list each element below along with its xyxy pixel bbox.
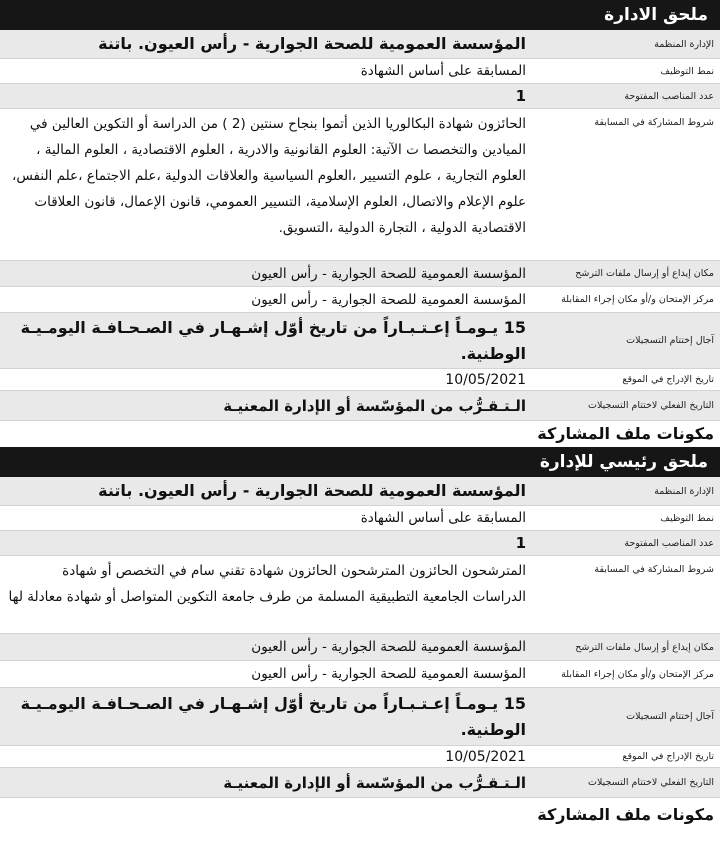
annex-section-2 — [0, 447, 720, 828]
row-value: الـتـقـرُّب من المؤسّسة أو الإدارة المعنيـة — [223, 773, 526, 792]
row-value: المؤسسة العمومية للصحة الجوارية - رأس العيون — [251, 265, 526, 282]
table-row — [0, 30, 720, 59]
table-row — [0, 531, 720, 556]
row-value: المسابقة على أساس الشهادة — [360, 63, 526, 79]
row-value: الحائزون شهادة البكالوريا الذين أتموا بنجاح سنتين (2 ) من الدراسة أو التكوين العالين في الميادين والتخصصا ت الآتية: العلوم القانونية والادرية ، العلوم الاقتصادية ، العلوم المالية ، العلوم التجارية ، علوم التسيير ،العلوم السياسية والعلاقات الدولية ،علم الاجتماع ،علم النفس، علوم الإعلام والاتصال، العلوم الإسلامية، التسيير العمومي، قانون الإعمال، قانون العلاقات الاقتصادية الدولية ، التجارة الدولية ،التسويق. — [11, 116, 526, 236]
table-row — [0, 84, 720, 109]
table-row — [0, 746, 720, 768]
row-label: التاريخ الفعلي لاختتام التسجيلات — [588, 777, 714, 788]
row-value: 15 يـومـاً إعـتـبـاراً من تاريخ أوّل إشـهـار في الصـحـافـة اليومـيـة الوطنية. — [20, 693, 526, 739]
row-label: التاريخ الفعلي لاختتام التسجيلات — [588, 400, 714, 411]
row-label: الإدارة المنظمة — [654, 38, 714, 50]
row-value: المترشحون الحائزون المترشحون الحائزون شهادة تقني سام في التخصص أو شهادة الدراسات الجامعية التطبيقية المسلمة من طرف جامعة التكوين المتواصل أو شهادة معادلة لها — [8, 563, 526, 605]
row-label: آجال إختتام التسجيلات — [626, 335, 714, 346]
table-row — [0, 634, 720, 661]
table-row — [0, 661, 720, 688]
table-row — [0, 506, 720, 531]
row-value: 1 — [515, 534, 526, 552]
row-label: نمط التوظيف — [660, 512, 714, 524]
row-value — [0, 746, 532, 767]
table-row — [0, 369, 720, 391]
section-title: ملحق الادارة — [0, 0, 720, 30]
table-row — [0, 477, 720, 506]
table-row — [0, 688, 720, 746]
row-value — [0, 369, 532, 390]
table-row — [0, 313, 720, 369]
row-label: شروط المشاركة في المسابقة — [594, 564, 714, 575]
row-label: عدد المناصب المفتوحة — [624, 90, 714, 102]
row-value: 1 — [515, 87, 526, 105]
row-label: مكان إيداع أو إرسال ملفات الترشح — [575, 641, 714, 653]
date-value: 10/05/2021 — [445, 371, 526, 388]
row-value: المؤسسة العمومية للصحة الجوارية - رأس العيون. باتنة — [98, 481, 526, 500]
row-label: مركز الإمتحان و/أو مكان إجراء المقابلة — [561, 294, 714, 305]
row-label: مركز الإمتحان و/أو مكان إجراء المقابلة — [561, 668, 714, 680]
row-value: 15 يـومـاً إعـتـبـاراً من تاريخ أوّل إشـهـار في الصـحـافـة اليومـيـة الوطنية. — [20, 317, 526, 363]
row-label: شروط المشاركة في المسابقة — [594, 117, 714, 128]
row-label: الإدارة المنظمة — [654, 485, 714, 497]
row-value: المؤسسة العمومية للصحة الجوارية - رأس العيون — [251, 639, 526, 655]
table-row — [0, 556, 720, 634]
row-value: المؤسسة العمومية للصحة الجوارية - رأس العيون — [251, 291, 526, 308]
table-row — [0, 287, 720, 313]
date-value: 10/05/2021 — [445, 748, 526, 765]
section-footer-heading: مكونات ملف المشاركة — [537, 805, 714, 824]
table-row — [0, 109, 720, 261]
section-title: ملحق رئيسي للإدارة — [0, 447, 720, 477]
row-value: المؤسسة العمومية للصحة الجوارية - رأس العيون. باتنة — [98, 34, 526, 53]
row-label: مكان إيداع أو إرسال ملفات الترشح — [575, 268, 714, 279]
row-label: آجال إختتام التسجيلات — [626, 711, 714, 722]
table-row — [0, 261, 720, 287]
row-label: نمط التوظيف — [660, 65, 714, 77]
table-row — [0, 59, 720, 84]
row-label: تاريخ الإدراج في الموقع — [622, 374, 714, 385]
table-row — [0, 391, 720, 421]
section-footer-heading: مكونات ملف المشاركة — [537, 424, 714, 443]
row-value: المسابقة على أساس الشهادة — [360, 510, 526, 526]
row-label: عدد المناصب المفتوحة — [624, 537, 714, 549]
row-value: الـتـقـرُّب من المؤسّسة أو الإدارة المعنيـة — [223, 396, 526, 415]
row-value: المؤسسة العمومية للصحة الجوارية - رأس العيون — [251, 666, 526, 682]
table-row — [0, 768, 720, 798]
row-label: تاريخ الإدراج في الموقع — [622, 751, 714, 762]
